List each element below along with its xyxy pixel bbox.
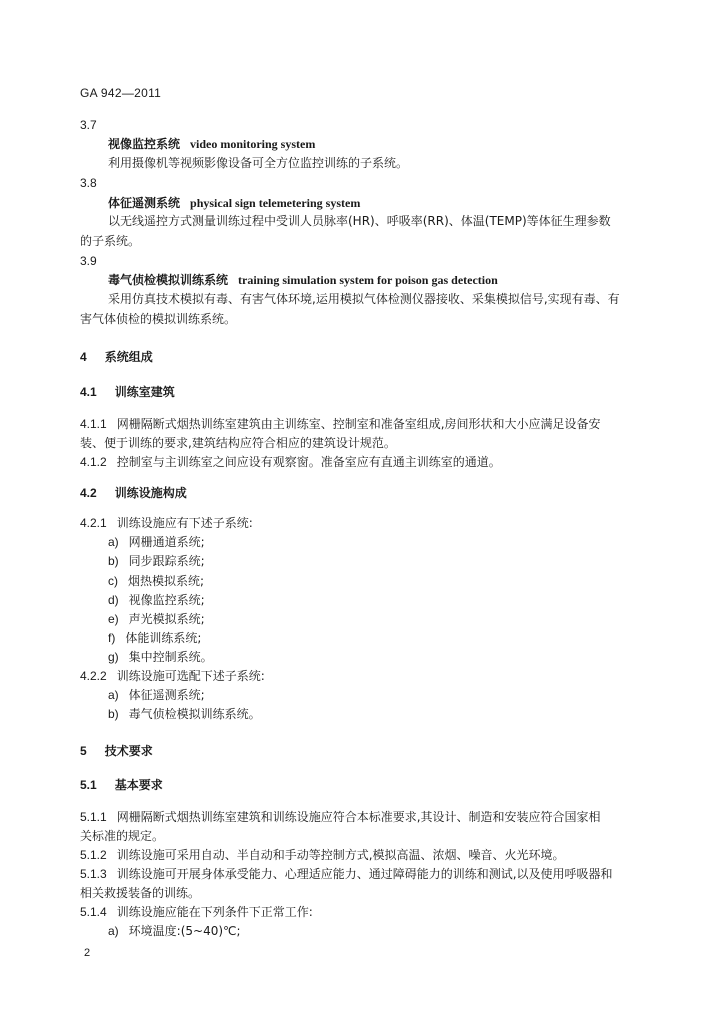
term-definition-line: 以无线遥控方式测量训练过程中受训人员脉率(HR)、呼吸率(RR)、体温(TEMP)等体征生理参数 bbox=[108, 214, 611, 228]
term-title-zh: 毒气侦检模拟训练系统 bbox=[108, 273, 229, 287]
term-definition-line: 利用摄像机等视频影像设备可全方位监控训练的子系统。 bbox=[108, 156, 409, 170]
term-number: 3.9 bbox=[80, 254, 97, 268]
page-number: 2 bbox=[84, 947, 91, 959]
section-heading bbox=[80, 350, 153, 364]
list-label: b) bbox=[108, 707, 119, 721]
clause-line bbox=[80, 867, 613, 881]
term-title-en: training simulation system for poison gas detection bbox=[238, 273, 498, 287]
clause-line bbox=[80, 810, 601, 824]
section-number: 4 bbox=[80, 350, 87, 364]
list-text: 集中控制系统。 bbox=[128, 650, 213, 664]
clause-number: 4.1.1 bbox=[80, 417, 107, 431]
list-label: f) bbox=[108, 631, 116, 645]
list-text: 声光模拟系统; bbox=[128, 612, 205, 626]
clause-text: 训练设施可选配下述子系统: bbox=[116, 669, 265, 683]
clause-number: 5.1.1 bbox=[80, 810, 107, 824]
term-title-en: physical sign telemetering system bbox=[190, 196, 361, 210]
list-item bbox=[108, 535, 205, 549]
list-item bbox=[108, 612, 205, 626]
list-text: 视像监控系统; bbox=[128, 593, 205, 607]
term-definition-line: 害气体侦检的模拟训练系统。 bbox=[80, 312, 237, 326]
list-item bbox=[108, 574, 204, 588]
list-item bbox=[108, 650, 213, 664]
clause-line bbox=[80, 905, 313, 919]
clause-number: 5.1.3 bbox=[80, 867, 107, 881]
subsection-heading bbox=[80, 778, 163, 792]
clause-text: 网栅隔断式烟热训练室建筑和训练设施应符合本标准要求,其设计、制造和安装应符合国家相 bbox=[116, 810, 601, 824]
clause-number: 5.1.4 bbox=[80, 905, 107, 919]
list-label: a) bbox=[108, 535, 119, 549]
clause-number: 4.2.1 bbox=[80, 516, 107, 530]
subsection-heading bbox=[80, 486, 187, 500]
clause-text: 训练设施应能在下列条件下正常工作: bbox=[116, 905, 313, 919]
list-item bbox=[108, 554, 205, 568]
section-heading bbox=[80, 744, 153, 758]
list-item bbox=[108, 593, 205, 607]
list-item bbox=[108, 924, 241, 938]
clause-number: 4.1.2 bbox=[80, 455, 107, 469]
list-text: 毒气侦检模拟训练系统。 bbox=[128, 707, 261, 721]
list-label: b) bbox=[108, 554, 119, 568]
clause-line: 装、便于训练的要求,建筑结构应符合相应的建筑设计规范。 bbox=[80, 436, 396, 450]
term-number: 3.8 bbox=[80, 176, 97, 190]
term-number: 3.7 bbox=[80, 118, 97, 132]
clause-number: 4.2.2 bbox=[80, 669, 107, 683]
clause-text: 训练设施应有下述子系统: bbox=[116, 516, 253, 530]
term-title bbox=[108, 196, 360, 210]
clause-line: 相关救援装备的训练。 bbox=[80, 886, 201, 900]
list-label: a) bbox=[108, 688, 119, 702]
list-item bbox=[108, 707, 261, 721]
list-label: a) bbox=[108, 924, 119, 938]
term-title bbox=[108, 273, 498, 287]
list-text: 体能训练系统; bbox=[125, 631, 202, 645]
clause-text: 训练设施可采用自动、半自动和手动等控制方式,模拟高温、浓烟、噪音、火光环境。 bbox=[116, 848, 565, 862]
term-title-zh: 体征遥测系统 bbox=[108, 196, 181, 210]
clause-line bbox=[80, 417, 601, 431]
clause-text: 训练设施可开展身体承受能力、心理适应能力、通过障碍能力的训练和测试,以及使用呼吸器和 bbox=[116, 867, 613, 881]
list-text: 环境温度:(5~40)℃; bbox=[128, 924, 241, 938]
clause-text: 网栅隔断式烟热训练室建筑由主训练室、控制室和准备室组成,房间形状和大小应满足设备安 bbox=[116, 417, 601, 431]
section-title: 系统组成 bbox=[104, 350, 153, 364]
list-label: c) bbox=[108, 574, 118, 588]
list-label: g) bbox=[108, 650, 119, 664]
section-title: 技术要求 bbox=[104, 744, 153, 758]
subsection-number: 4.2 bbox=[80, 486, 97, 500]
clause-line: 关标准的规定。 bbox=[80, 829, 165, 843]
term-title bbox=[108, 137, 315, 151]
clause-text: 控制室与主训练室之间应设有观察窗。准备室应有直通主训练室的通道。 bbox=[116, 455, 501, 469]
clause-line bbox=[80, 455, 501, 469]
subsection-number: 4.1 bbox=[80, 385, 97, 399]
term-definition-line: 的子系统。 bbox=[80, 234, 141, 248]
list-text: 网栅通道系统; bbox=[128, 535, 205, 549]
standard-code: GA 942—2011 bbox=[80, 86, 162, 100]
subsection-number: 5.1 bbox=[80, 778, 97, 792]
term-title-en: video monitoring system bbox=[190, 137, 316, 151]
list-label: d) bbox=[108, 593, 119, 607]
clause-line bbox=[80, 516, 253, 530]
clause-line bbox=[80, 848, 565, 862]
clause-number: 5.1.2 bbox=[80, 848, 107, 862]
list-text: 烟热模拟系统; bbox=[128, 574, 205, 588]
term-definition-line: 采用仿真技术模拟有毒、有害气体环境,运用模拟气体检测仪器接收、采集模拟信号,实现有毒、有 bbox=[108, 292, 620, 306]
subsection-title: 训练室建筑 bbox=[114, 385, 175, 399]
list-item bbox=[108, 631, 201, 645]
list-text: 同步跟踪系统; bbox=[128, 554, 205, 568]
subsection-title: 基本要求 bbox=[114, 778, 163, 792]
term-title-zh: 视像监控系统 bbox=[108, 137, 181, 151]
list-text: 体征遥测系统; bbox=[128, 688, 205, 702]
subsection-heading bbox=[80, 385, 175, 399]
list-label: e) bbox=[108, 612, 119, 626]
clause-line bbox=[80, 669, 265, 683]
list-item bbox=[108, 688, 205, 702]
subsection-title: 训练设施构成 bbox=[114, 486, 187, 500]
section-number: 5 bbox=[80, 744, 87, 758]
